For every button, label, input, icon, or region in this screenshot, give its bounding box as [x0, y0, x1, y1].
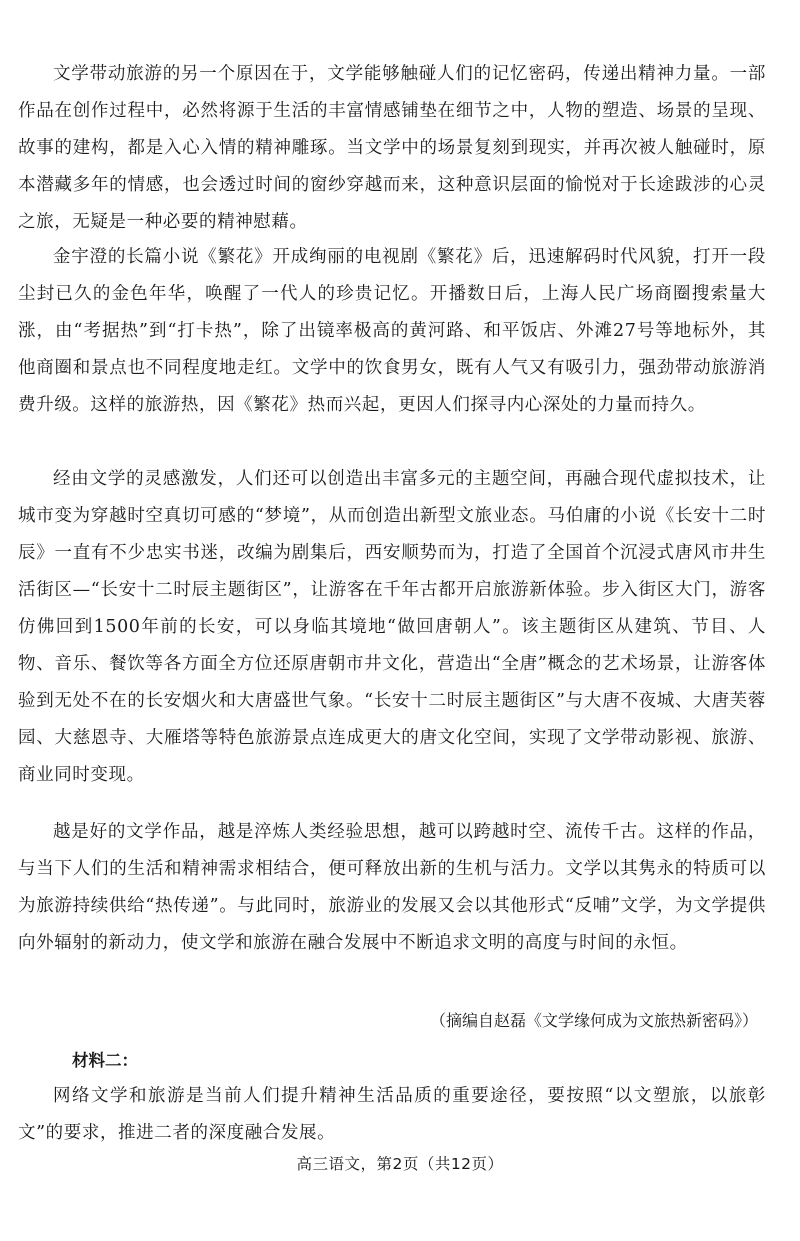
body-paragraph-1: 文学带动旅游的另一个原因在于，文学能够触碰人们的记忆密码，传递出精神力量。一部作品在创作过程中，必然将源于生活的丰富情感铺垫在细节之中，人物的塑造、场景的呈现、故事的建构，都是入心入情的精神雕琢。当文学中的场景复刻到现实，并再次被人触碰时，原本潜藏多年的情感，也会透过时间的窗纱穿越而来，这种意识层面的愉悦对于长途跋涉的心灵之旅，无疑是一种必要的精神慰藉。	[18, 64, 766, 232]
body-paragraph-4: 越是好的文学作品，越是淬炼人类经验思想，越可以跨越时空、流传千古。这样的作品，与当下人们的生活和精神需求相结合，便可释放出新的生机与活力。文学以其隽永的特质可以为旅游持续供给“热传递”。与此同时，旅游业的发展又会以其他形式“反哺”文学，为文学提供向外辐射的新动力，使文学和旅游在融合发展中不断追求文明的高度与时间的永恒。	[18, 822, 766, 953]
body-paragraph-3: 经由文学的灵感激发，人们还可以创造出丰富多元的主题空间，再融合现代虚拟技术，让城市变为穿越时空真切可感的“梦境”，从而创造出新型文旅业态。马伯庸的小说《长安十二时辰》一直有不少忠实书迷，改编为剧集后，西安顺势而为，打造了全国首个沉浸式唐风市井生活街区—“长安十二时辰主题街区”，让游客在千年古都开启旅游新体验。步入街区大门，游客仿佛回到1500年前的长安，可以身临其境地“做回唐朝人”。该主题街区从建筑、节目、人物、音乐、餐饮等各方面全方位还原唐朝市井文化，营造出“全唐”概念的艺术场景，让游客体验到无处不在的长安烟火和大唐盛世气象。“长安十二时辰主题街区”与大唐不夜城、大唐芙蓉园、大慈恩寺、大雁塔等特色旅游景点连成更大的唐文化空间，实现了文学带动影视、旅游、商业同时变现。	[18, 469, 766, 785]
source-citation: （摘编自赵磊《文学缘何成为文旅热新密码》）	[429, 1011, 758, 1030]
body-paragraph-2: 金宇澄的长篇小说《繁花》开成绚丽的电视剧《繁花》后，迅速解码时代风貌，打开一段尘封已久的金色年华，唤醒了一代人的珍贵记忆。开播数日后，上海人民广场商圈搜索量大涨，由“考据热”到“打卡热”，除了出镜率极高的黄河路、和平饭店、外滩27号等地标外，其他商圈和景点也不同程度地走红。文学中的饮食男女，既有人气又有吸引力，强劲带动旅游消费升级。这样的旅游热，因《繁花》热而兴起，更因人们探寻内心深处的力量而持久。	[18, 247, 766, 415]
page-footer: 高三语文，第2页（共12页）	[296, 1155, 504, 1173]
material-two-paragraph: 网络文学和旅游是当前人们提升精神生活品质的重要途径，要按照“以文塑旅，以旅彰文”的要求，推进二者的深度融合发展。	[18, 1086, 766, 1143]
material-two-heading: 材料二：	[72, 1051, 138, 1070]
